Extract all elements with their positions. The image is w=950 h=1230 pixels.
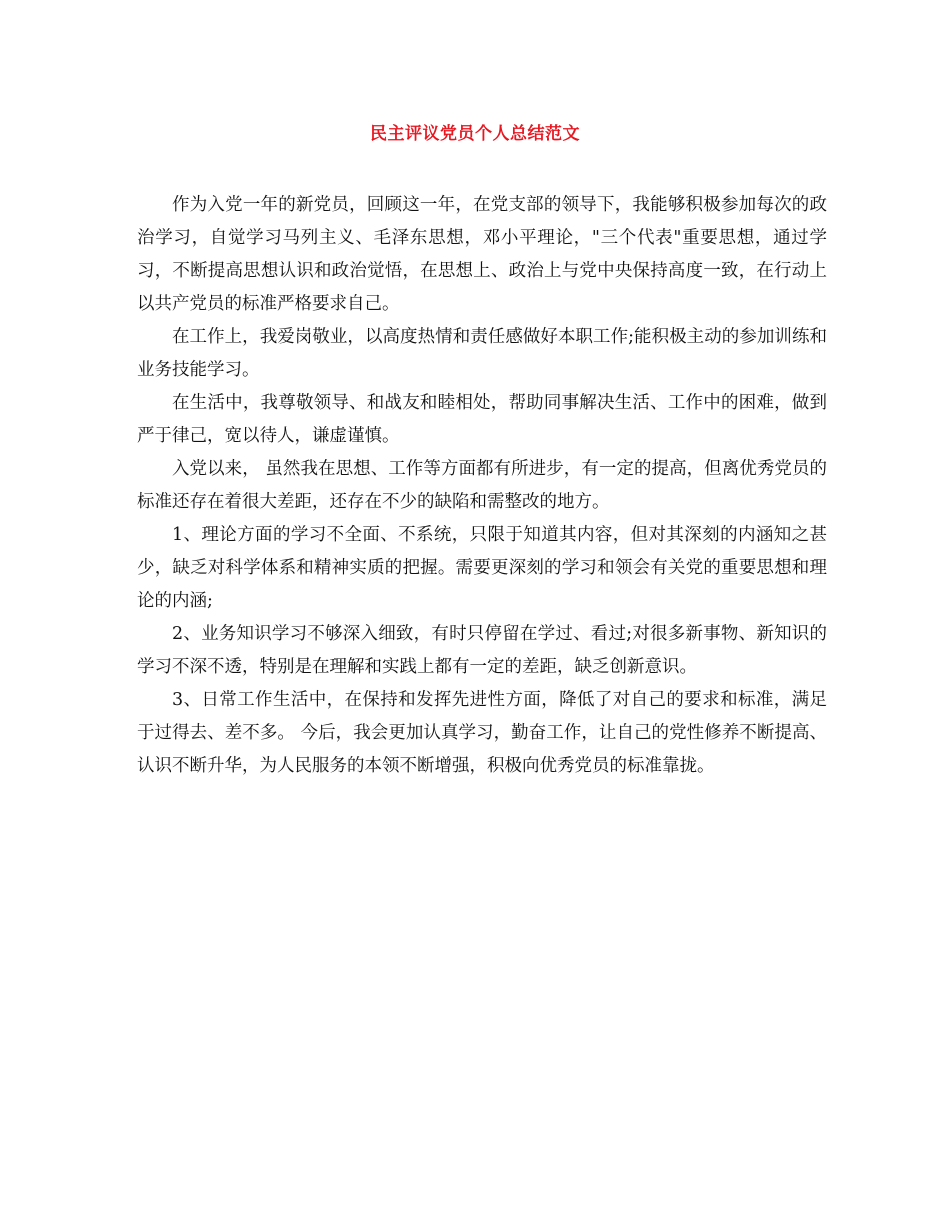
paragraph-life: 在生活中，我尊敬领导、和战友和睦相处，帮助同事解决生活、工作中的困难，做到严于律己，宽以待人，谦虚谨慎。 xyxy=(137,393,827,446)
paragraph-intro: 作为入党一年的新党员，回顾这一年，在党支部的领导下，我能够积极参加每次的政治学习，自觉学习马列主义、毛泽东思想，邓小平理论，"三个代表"重要思想，通过学习，不断提高思想认识和政治觉悟，在思想上、政治上与党中央保持高度一致，在行动上以共产党员的标准严格要求自己。 xyxy=(137,195,827,314)
paragraph-point-3: 3、日常工作生活中，在保持和发挥先进性方面，降低了对自己的要求和标准，满足于过得去、差不多。 今后，我会更加认真学习，勤奋工作，让自己的党性修养不断提高、认识不断升华，为人民服务的本领不断增强，积极向优秀党员的标准靠拢。 xyxy=(137,690,827,776)
paragraph-shortcomings: 入党以来， 虽然我在思想、工作等方面都有所进步，有一定的提高，但离优秀党员的标准还存在着很大差距，还存在不少的缺陷和需整改的地方。 xyxy=(137,459,827,512)
paragraph-work: 在工作上，我爱岗敬业，以高度热情和责任感做好本职工作;能积极主动的参加训练和业务技能学习。 xyxy=(137,327,827,380)
document-title: 民主评议党员个人总结范文 xyxy=(370,124,580,144)
paragraph-point-2: 2、业务知识学习不够深入细致，有时只停留在学过、看过;对很多新事物、新知识的学习不深不透，特别是在理解和实践上都有一定的差距，缺乏创新意识。 xyxy=(137,624,827,677)
document-body xyxy=(137,189,827,783)
paragraph-point-1: 1、理论方面的学习不全面、不系统，只限于知道其内容，但对其深刻的内涵知之甚少，缺乏对科学体系和精神实质的把握。需要更深刻的学习和领会有关党的重要思想和理论的内涵; xyxy=(137,525,827,611)
